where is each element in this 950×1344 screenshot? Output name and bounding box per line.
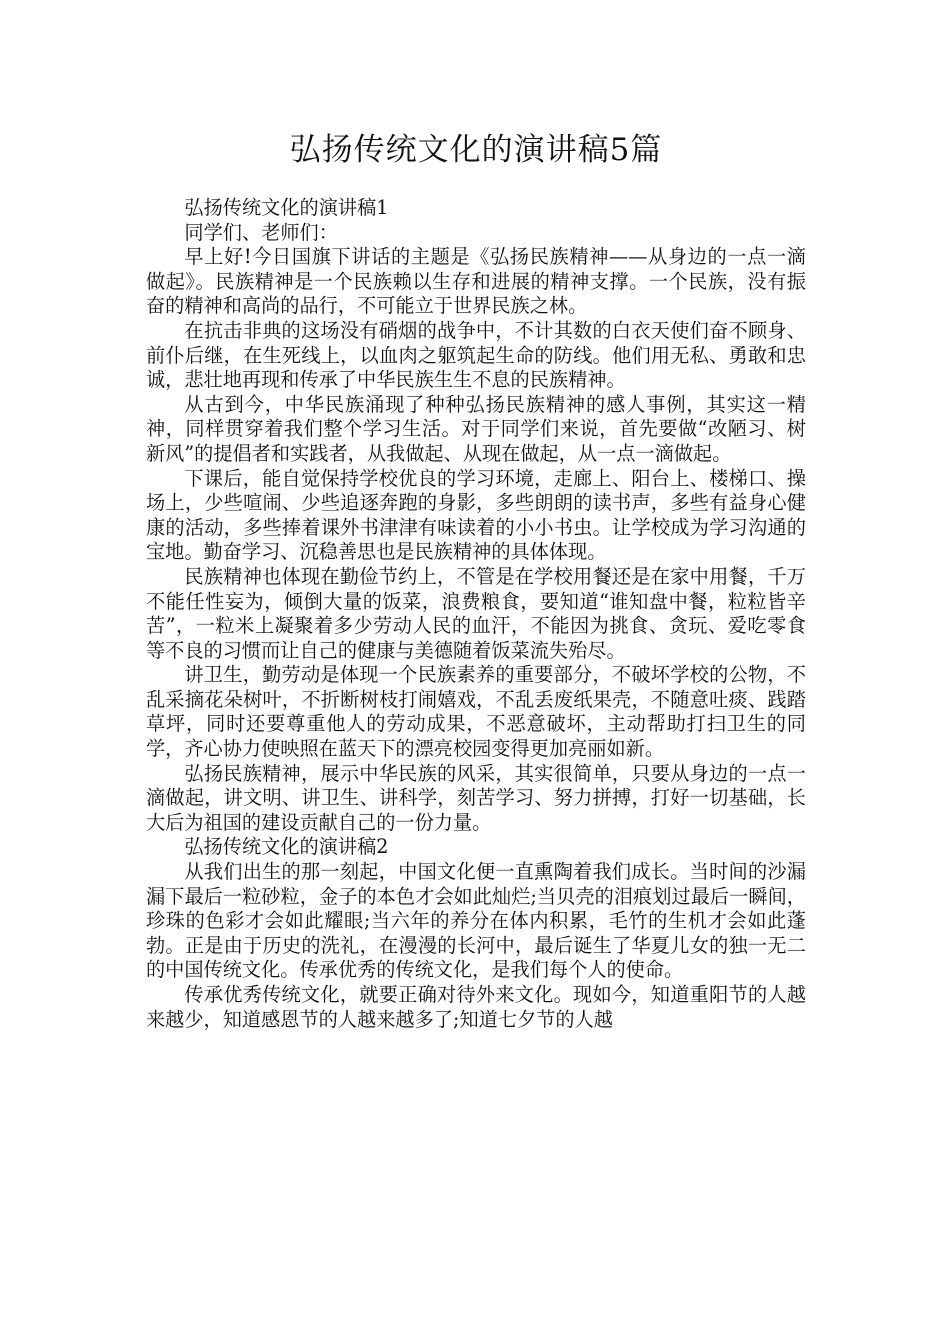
paragraph: 民族精神也体现在勤俭节约上，不管是在学校用餐还是在家中用餐，千万不能任性妄为，倾倒大量的饭菜，浪费粮食，要知道“谁知盘中餐，粒粒皆辛苦”，一粒米上凝聚着多少劳动人民的血汗，不能因为挑食、贪玩、爱吃零食等不良的习惯而让自己的健康与美德随着饭菜流失殆尽。	[146, 564, 806, 662]
section-heading-1: 弘扬传统文化的演讲稿1	[184, 196, 389, 219]
salutation: 同学们、老师们：	[184, 220, 338, 244]
document-body	[146, 196, 806, 1032]
document-page	[146, 128, 806, 1032]
paragraph: 弘扬民族精神，展示中华民族的风采，其实很简单，只要从身边的一点一滴做起，讲文明、讲卫生、讲科学，刻苦学习、努力拼搏，打好一切基础，长大后为祖国的建设贡献自己的一份力量。	[146, 761, 806, 834]
document-title: 弘扬传统文化的演讲稿5篇	[289, 132, 663, 168]
paragraph: 传承优秀传统文化，就要正确对待外来文化。现如今，知道重阳节的人越来越少，知道感恩节的人越来越多了;知道七夕节的人越	[146, 983, 806, 1031]
paragraph: 下课后，能自觉保持学校优良的学习环境，走廊上、阳台上、楼梯口、操场上，少些喧闹、少些追逐奔跑的身影，多些朗朗的读书声，多些有益身心健康的活动，多些捧着课外书津津有味读着的小小书虫。让学校成为学习沟通的宝地。勤奋学习、沉稳善思也是民族精神的具体体现。	[146, 466, 806, 564]
paragraph: 讲卫生，勤劳动是体现一个民族素养的重要部分，不破坏学校的公物，不乱采摘花朵树叶，不折断树枝打闹嬉戏，不乱丢废纸果壳，不随意吐痰、践踏草坪，同时还要尊重他人的劳动成果，不恶意破坏，主动帮助打扫卫生的同学，齐心协力使映照在蓝天下的漂亮校园变得更加亮丽如新。	[146, 663, 806, 761]
paragraph: 在抗击非典的这场没有硝烟的战争中，不计其数的白衣天使们奋不顾身、前仆后继，在生死线上，以血肉之躯筑起生命的防线。他们用无私、勇敢和忠诚，悲壮地再现和传承了中华民族生生不息的民族精神。	[146, 318, 806, 392]
paragraph: 从我们出生的那一刻起，中国文化便一直熏陶着我们成长。当时间的沙漏漏下最后一粒砂粒，金子的本色才会如此灿烂;当贝壳的泪痕划过最后一瞬间，珍珠的色彩才会如此耀眼;当六年的养分在体内积累，毛竹的生机才会如此蓬勃。正是由于历史的洗礼，在漫漫的长河中，最后诞生了华夏儿女的独一无二的中国传统文化。传承优秀的传统文化，是我们每个人的使命。	[146, 860, 806, 982]
paragraph: 早上好!今日国旗下讲话的主题是《弘扬民族精神——从身边的一点一滴做起》。民族精神是一个民族赖以生存和进展的精神支撑。一个民族，没有振奋的精神和高尚的品行，不可能立于世界民族之林。	[146, 245, 806, 318]
paragraph: 从古到今，中华民族涌现了种种弘扬民族精神的感人事例，其实这一精神，同样贯穿着我们整个学习生活。对于同学们来说，首先要做“改陋习、树新风”的提倡者和实践者，从我做起、从现在做起，从一点一滴做起。	[146, 392, 806, 465]
section-heading-2: 弘扬传统文化的演讲稿2	[184, 835, 389, 859]
